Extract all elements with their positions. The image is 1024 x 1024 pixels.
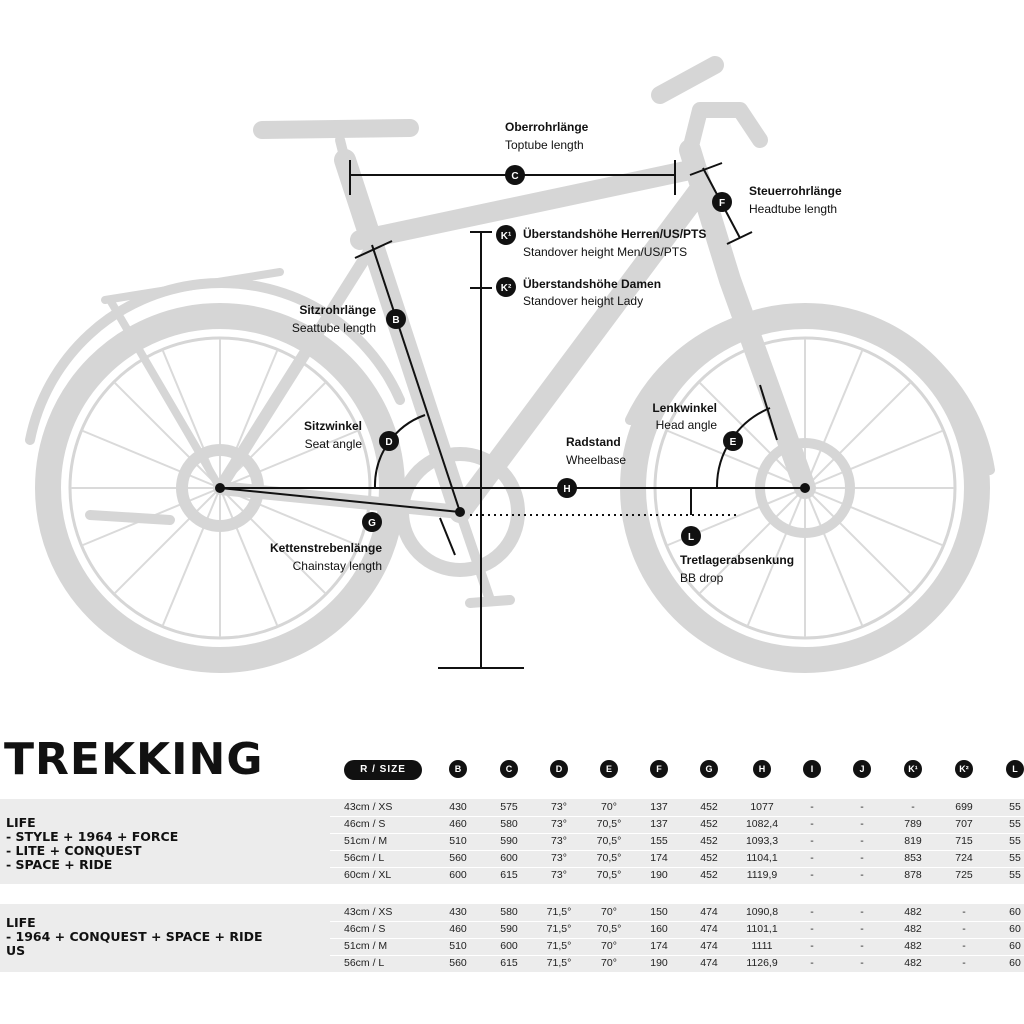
column-header-2: D bbox=[550, 760, 568, 778]
value-cell: 789 bbox=[904, 818, 922, 830]
value-cell: 452 bbox=[700, 835, 718, 847]
label-c-de: Oberrohrlänge bbox=[505, 120, 589, 134]
value-cell: 160 bbox=[650, 923, 668, 935]
value-cell: 1119,9 bbox=[746, 869, 778, 881]
size-cell: 60cm / XL bbox=[344, 869, 392, 881]
label-d-en: Seat angle bbox=[304, 437, 362, 451]
table-row bbox=[0, 904, 1024, 921]
value-cell: - bbox=[962, 923, 966, 935]
label-g-de: Kettenstrebenlänge bbox=[269, 541, 382, 555]
value-cell: 70° bbox=[601, 906, 617, 918]
value-cell: 474 bbox=[700, 923, 718, 935]
value-cell: 430 bbox=[449, 801, 467, 813]
label-g-en: Chainstay length bbox=[292, 559, 382, 573]
row-separator bbox=[330, 833, 1024, 834]
value-cell: - bbox=[962, 957, 966, 969]
label-c-en: Toptube length bbox=[505, 138, 584, 152]
value-cell: 55 bbox=[1009, 852, 1021, 864]
value-cell: 55 bbox=[1009, 869, 1021, 881]
value-cell: - bbox=[810, 835, 814, 847]
badge-b bbox=[386, 309, 406, 329]
column-header-5: G bbox=[700, 760, 718, 778]
label-k1-en: Standover height Men/US/PTS bbox=[523, 245, 688, 259]
column-header-4: F bbox=[650, 760, 668, 778]
value-cell: 510 bbox=[449, 835, 467, 847]
value-cell: 699 bbox=[955, 801, 973, 813]
value-cell: 73° bbox=[551, 801, 567, 813]
value-cell: - bbox=[911, 801, 915, 813]
value-cell: 137 bbox=[650, 801, 668, 813]
value-cell: - bbox=[860, 923, 864, 935]
column-header-10: K² bbox=[955, 760, 973, 778]
svg-text:F: F bbox=[718, 198, 726, 209]
value-cell: - bbox=[860, 801, 864, 813]
label-e-de: Lenkwinkel bbox=[652, 401, 717, 415]
table-row bbox=[0, 867, 1024, 884]
value-cell: 580 bbox=[500, 818, 518, 830]
badge-k2 bbox=[496, 277, 516, 297]
value-cell: 560 bbox=[449, 852, 467, 864]
row-separator bbox=[330, 850, 1024, 851]
value-cell: 1077 bbox=[750, 801, 774, 813]
value-cell: - bbox=[860, 906, 864, 918]
value-cell: 1101,1 bbox=[746, 923, 778, 935]
row-separator bbox=[330, 867, 1024, 868]
label-k2-de: Überstandshöhe Damen bbox=[523, 277, 662, 291]
size-cell: 43cm / XS bbox=[344, 801, 393, 813]
column-header-9: K¹ bbox=[904, 760, 922, 778]
value-cell: 1104,1 bbox=[746, 852, 778, 864]
value-cell: 60 bbox=[1009, 957, 1021, 969]
table-row bbox=[0, 955, 1024, 972]
value-cell: 878 bbox=[904, 869, 922, 881]
value-cell: - bbox=[860, 835, 864, 847]
value-cell: 615 bbox=[500, 957, 518, 969]
value-cell: 853 bbox=[904, 852, 922, 864]
value-cell: 55 bbox=[1009, 801, 1021, 813]
value-cell: 452 bbox=[700, 852, 718, 864]
value-cell: 474 bbox=[700, 940, 718, 952]
value-cell: 55 bbox=[1009, 818, 1021, 830]
value-cell: 590 bbox=[500, 835, 518, 847]
value-cell: - bbox=[810, 906, 814, 918]
value-cell: 615 bbox=[500, 869, 518, 881]
value-cell: 474 bbox=[700, 957, 718, 969]
value-cell: 55 bbox=[1009, 835, 1021, 847]
value-cell: 724 bbox=[955, 852, 973, 864]
badge-d bbox=[379, 431, 399, 451]
value-cell: 725 bbox=[955, 869, 973, 881]
value-cell: 70° bbox=[601, 957, 617, 969]
label-h-de: Radstand bbox=[566, 435, 621, 449]
size-cell: 56cm / L bbox=[344, 957, 385, 969]
value-cell: 190 bbox=[650, 957, 668, 969]
value-cell: - bbox=[962, 940, 966, 952]
svg-text:B: B bbox=[392, 315, 400, 326]
column-header-11: L bbox=[1006, 760, 1024, 778]
badge-e bbox=[723, 431, 743, 451]
svg-text:D: D bbox=[385, 437, 393, 448]
size-cell: 56cm / L bbox=[344, 852, 385, 864]
value-cell: - bbox=[860, 957, 864, 969]
value-cell: 1111 bbox=[751, 940, 773, 952]
value-cell: - bbox=[860, 852, 864, 864]
value-cell: 150 bbox=[650, 906, 668, 918]
value-cell: 190 bbox=[650, 869, 668, 881]
value-cell: 70,5° bbox=[596, 818, 622, 830]
value-cell: 452 bbox=[700, 818, 718, 830]
value-cell: 60 bbox=[1009, 940, 1021, 952]
row-separator bbox=[330, 955, 1024, 956]
value-cell: - bbox=[810, 923, 814, 935]
label-l-en: BB drop bbox=[680, 571, 724, 585]
svg-text:K¹: K¹ bbox=[500, 231, 512, 242]
value-cell: 137 bbox=[650, 818, 668, 830]
value-cell: 1093,3 bbox=[745, 835, 779, 847]
svg-text:E: E bbox=[729, 437, 737, 448]
value-cell: - bbox=[962, 906, 966, 918]
table-row bbox=[0, 816, 1024, 833]
badge-g bbox=[362, 512, 382, 532]
value-cell: 71,5° bbox=[546, 906, 572, 918]
model-group-label: LIFE - STYLE + 1964 + FORCE - LITE + CONQUEST - SPACE + RIDE bbox=[6, 815, 179, 872]
size-column-header: R / SIZE bbox=[344, 760, 422, 780]
table-row bbox=[0, 921, 1024, 938]
svg-text:K²: K² bbox=[500, 283, 512, 294]
value-cell: 460 bbox=[449, 923, 467, 935]
value-cell: 707 bbox=[955, 818, 973, 830]
column-header-6: H bbox=[753, 760, 771, 778]
label-f-en: Headtube length bbox=[749, 202, 838, 216]
svg-text:L: L bbox=[687, 532, 695, 543]
value-cell: 1090,8 bbox=[745, 906, 779, 918]
value-cell: 452 bbox=[700, 801, 718, 813]
value-cell: 73° bbox=[551, 869, 567, 881]
size-cell: 46cm / S bbox=[344, 923, 386, 935]
value-cell: 715 bbox=[955, 835, 973, 847]
value-cell: 482 bbox=[904, 906, 922, 918]
value-cell: 474 bbox=[700, 906, 718, 918]
value-cell: 482 bbox=[904, 957, 922, 969]
svg-text:C: C bbox=[511, 171, 519, 182]
label-k2-en: Standover height Lady bbox=[523, 294, 644, 308]
value-cell: - bbox=[860, 940, 864, 952]
value-cell: 819 bbox=[904, 835, 922, 847]
column-header-0: B bbox=[449, 760, 467, 778]
value-cell: 71,5° bbox=[546, 957, 572, 969]
value-cell: 600 bbox=[500, 940, 518, 952]
value-cell: - bbox=[860, 869, 864, 881]
value-cell: 580 bbox=[500, 906, 518, 918]
value-cell: - bbox=[860, 818, 864, 830]
label-l-de: Tretlagerabsenkung bbox=[680, 553, 795, 567]
value-cell: 71,5° bbox=[546, 923, 572, 935]
svg-text:H: H bbox=[563, 484, 571, 495]
table-row bbox=[0, 850, 1024, 867]
value-cell: 71,5° bbox=[546, 940, 572, 952]
table-row bbox=[0, 799, 1024, 816]
value-cell: 600 bbox=[500, 852, 518, 864]
column-header-7: I bbox=[803, 760, 821, 778]
value-cell: 73° bbox=[551, 818, 567, 830]
value-cell: 155 bbox=[650, 835, 668, 847]
size-cell: 46cm / S bbox=[344, 818, 386, 830]
row-separator bbox=[330, 921, 1024, 922]
value-cell: 70,5° bbox=[596, 923, 622, 935]
value-cell: - bbox=[810, 869, 814, 881]
value-cell: 70° bbox=[601, 940, 617, 952]
label-b-en: Seattube length bbox=[291, 321, 376, 335]
value-cell: - bbox=[810, 852, 814, 864]
value-cell: 510 bbox=[449, 940, 467, 952]
label-b-de: Sitzrohrlänge bbox=[299, 303, 376, 317]
size-cell: 51cm / M bbox=[344, 940, 388, 952]
label-d-de: Sitzwinkel bbox=[303, 419, 362, 433]
value-cell: 70,5° bbox=[596, 852, 622, 864]
value-cell: 482 bbox=[904, 940, 922, 952]
value-cell: 430 bbox=[449, 906, 467, 918]
value-cell: - bbox=[810, 957, 814, 969]
value-cell: - bbox=[810, 818, 814, 830]
value-cell: - bbox=[810, 940, 814, 952]
badge-k1 bbox=[496, 225, 516, 245]
geometry-table bbox=[0, 730, 1024, 1024]
value-cell: 482 bbox=[904, 923, 922, 935]
value-cell: 560 bbox=[449, 957, 467, 969]
value-cell: 1126,9 bbox=[746, 957, 778, 969]
size-cell: 43cm / XS bbox=[344, 906, 393, 918]
value-cell: - bbox=[810, 801, 814, 813]
bike-silhouette bbox=[30, 65, 990, 660]
value-cell: 70° bbox=[601, 801, 617, 813]
value-cell: 460 bbox=[449, 818, 467, 830]
table-row bbox=[0, 938, 1024, 955]
badge-l bbox=[681, 526, 701, 546]
value-cell: 452 bbox=[700, 869, 718, 881]
model-group-label: LIFE - 1964 + CONQUEST + SPACE + RIDE US bbox=[6, 915, 263, 958]
value-cell: 70,5° bbox=[596, 869, 622, 881]
label-f-de: Steuerrohrlänge bbox=[749, 184, 842, 198]
size-cell: 51cm / M bbox=[344, 835, 388, 847]
value-cell: 575 bbox=[500, 801, 518, 813]
value-cell: 60 bbox=[1009, 906, 1021, 918]
badge-c bbox=[505, 165, 525, 185]
row-separator bbox=[330, 938, 1024, 939]
value-cell: 590 bbox=[500, 923, 518, 935]
value-cell: 174 bbox=[650, 852, 668, 864]
value-cell: 60 bbox=[1009, 923, 1021, 935]
value-cell: 600 bbox=[449, 869, 467, 881]
badge-h bbox=[557, 478, 577, 498]
value-cell: 174 bbox=[650, 940, 668, 952]
value-cell: 70,5° bbox=[596, 835, 622, 847]
value-cell: 1082,4 bbox=[745, 818, 779, 830]
label-h-en: Wheelbase bbox=[566, 453, 627, 467]
table-row bbox=[0, 833, 1024, 850]
column-header-3: E bbox=[600, 760, 618, 778]
label-k1-de: Überstandshöhe Herren/US/PTS bbox=[523, 227, 707, 241]
row-separator bbox=[330, 816, 1024, 817]
column-header-1: C bbox=[500, 760, 518, 778]
table-title: TREKKING bbox=[4, 734, 264, 785]
label-e-en: Head angle bbox=[655, 418, 717, 432]
column-header-8: J bbox=[853, 760, 871, 778]
value-cell: 73° bbox=[551, 852, 567, 864]
value-cell: 73° bbox=[551, 835, 567, 847]
svg-text:G: G bbox=[368, 518, 376, 529]
badge-f bbox=[712, 192, 732, 212]
